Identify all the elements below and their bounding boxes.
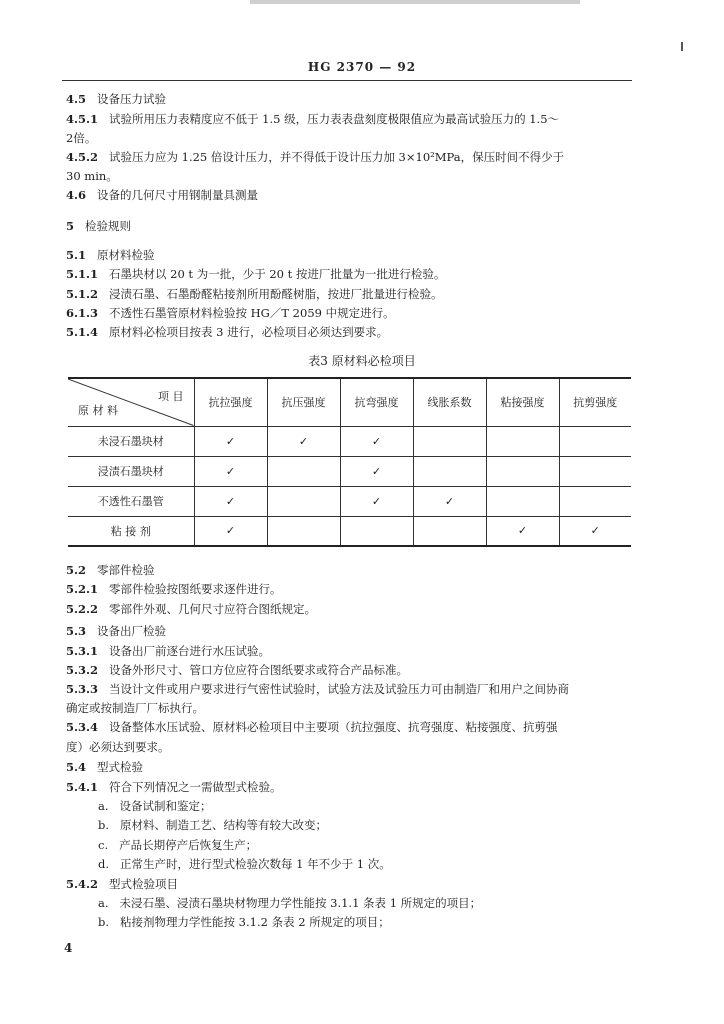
section-5: 5 检验规则 [66,219,131,233]
section-5-4: 5.4 型式检验 [66,760,143,774]
section-5-3: 5.3 设备出厂检验 [66,624,166,638]
scan-artifact-top [250,0,580,4]
column-header: 抗压强度 [267,378,340,426]
section-5-1: 5.1 原材料检验 [66,248,155,262]
list-item-b: b. 原材料、制造工艺、结构等有较大改变； [98,818,327,832]
check-mark-cell: ✓ [194,486,267,516]
section-4-5-1-cont: 2倍。 [66,131,97,145]
page-number: 4 [64,941,73,955]
check-cell [413,516,486,546]
list-item-a: a. 设备试制和鉴定； [98,799,212,813]
check-mark-cell: ✓ [194,456,267,486]
check-mark-cell: ✓ [340,456,413,486]
check-mark-cell: ✓ [267,426,340,456]
check-mark-cell: ✓ [413,486,486,516]
table3 [68,377,631,547]
section-6-1-3: 6.1.3 不透性石墨管原材料检验按 HG／T 2059 中规定进行。 [66,306,395,320]
check-cell [340,516,413,546]
list-item-c: c. 产品长期停产后恢复生产； [98,838,258,852]
section-5-4-1: 5.4.1 符合下列情况之一需做型式检验。 [66,780,282,794]
table-row [68,426,631,456]
section-4-6: 4.6 设备的几何尺寸用钢制量具测量 [66,188,258,202]
column-header: 粘接强度 [486,378,559,426]
column-header: 抗拉强度 [194,378,267,426]
check-mark-cell: ✓ [194,516,267,546]
column-header: 线胀系数 [413,378,486,426]
check-cell [267,486,340,516]
page-header: HG 2370 — 92 [307,60,417,74]
check-cell [267,456,340,486]
table3-corner-cell [68,378,194,426]
section-4-5-2-cont: 30 min。 [66,169,118,183]
section-4-5: 4.5 设备压力试验 [66,92,166,106]
check-mark-cell: ✓ [486,516,559,546]
list-item-a: a. 未浸石墨、浸渍石墨块材物理力学性能按 3.1.1 条表 1 所规定的项目； [98,896,482,910]
list-item-d: d. 正常生产时，进行型式检验次数每 1 年不少于 1 次。 [98,857,391,871]
check-cell [486,426,559,456]
check-cell [559,426,631,456]
section-5-3-1: 5.3.1 设备出厂前逐台进行水压试验。 [66,644,270,658]
section-5-2: 5.2 零部件检验 [66,563,155,577]
table-row [68,456,631,486]
row-label: 未浸石墨块材 [68,426,194,456]
column-header: 抗弯强度 [340,378,413,426]
table3-header-row [68,378,631,426]
check-cell [413,456,486,486]
corner-label-materials: 原 材 料 [78,403,118,417]
column-header: 抗剪强度 [559,378,631,426]
table-row [68,486,631,516]
check-cell [559,486,631,516]
section-4-5-1: 4.5.1 试验所用压力表精度应不低于 1.5 级，压力表表盘刻度极限值应为最高试验压力的 1.5～ [66,112,560,126]
check-cell [413,426,486,456]
row-label: 浸渍石墨块材 [68,456,194,486]
list-item-b: b. 粘接剂物理力学性能按 3.1.2 条表 2 所规定的项目； [98,915,390,929]
table3-caption: 表3 原材料必检项目 [308,354,416,368]
scan-artifact-edge [681,42,683,51]
check-mark-cell: ✓ [559,516,631,546]
check-cell [486,456,559,486]
check-cell [559,456,631,486]
header-rule [62,80,632,81]
section-5-1-4: 5.1.4 原材料必检项目按表 3 进行，必检项目必须达到要求。 [66,325,389,339]
section-5-3-4: 5.3.4 设备整体水压试验、原材料必检项目中主要项（抗拉强度、抗弯强度、粘接强度、抗剪强 [66,720,558,734]
section-5-3-2: 5.3.2 设备外形尺寸、管口方位应符合图纸要求或符合产品标准。 [66,663,408,677]
section-5-4-2: 5.4.2 型式检验项目 [66,877,178,891]
check-mark-cell: ✓ [340,426,413,456]
section-5-1-2: 5.1.2 浸渍石墨、石墨酚醛粘接剂所用酚醛树脂，按进厂批量进行检验。 [66,287,443,301]
check-mark-cell: ✓ [340,486,413,516]
section-5-3-3-cont: 确定或按制造厂厂标执行。 [66,701,204,715]
corner-label-items: 项 目 [158,390,184,403]
section-4-5-2: 4.5.2 试验压力应为 1.25 倍设计压力，并不得低于设计压力加 3×10²MPa，保压时间不得少于 [66,150,565,164]
row-label: 粘 接 剂 [68,516,194,546]
row-label: 不透性石墨管 [68,486,194,516]
check-cell [486,486,559,516]
check-mark-cell: ✓ [194,426,267,456]
check-cell [267,516,340,546]
section-5-1-1: 5.1.1 石墨块材以 20 t 为一批，少于 20 t 按进厂批量为一批进行检验。 [66,267,446,281]
section-5-3-4-cont: 度）必须达到要求。 [66,740,170,754]
section-5-3-3: 5.3.3 当设计文件或用户要求进行气密性试验时，试验方法及试验压力可由制造厂和用户之间协商 [66,682,569,696]
table-row [68,516,631,546]
section-5-2-2: 5.2.2 零部件外观、几何尺寸应符合图纸规定。 [66,602,316,616]
section-5-2-1: 5.2.1 零部件检验按图纸要求逐件进行。 [66,582,282,596]
